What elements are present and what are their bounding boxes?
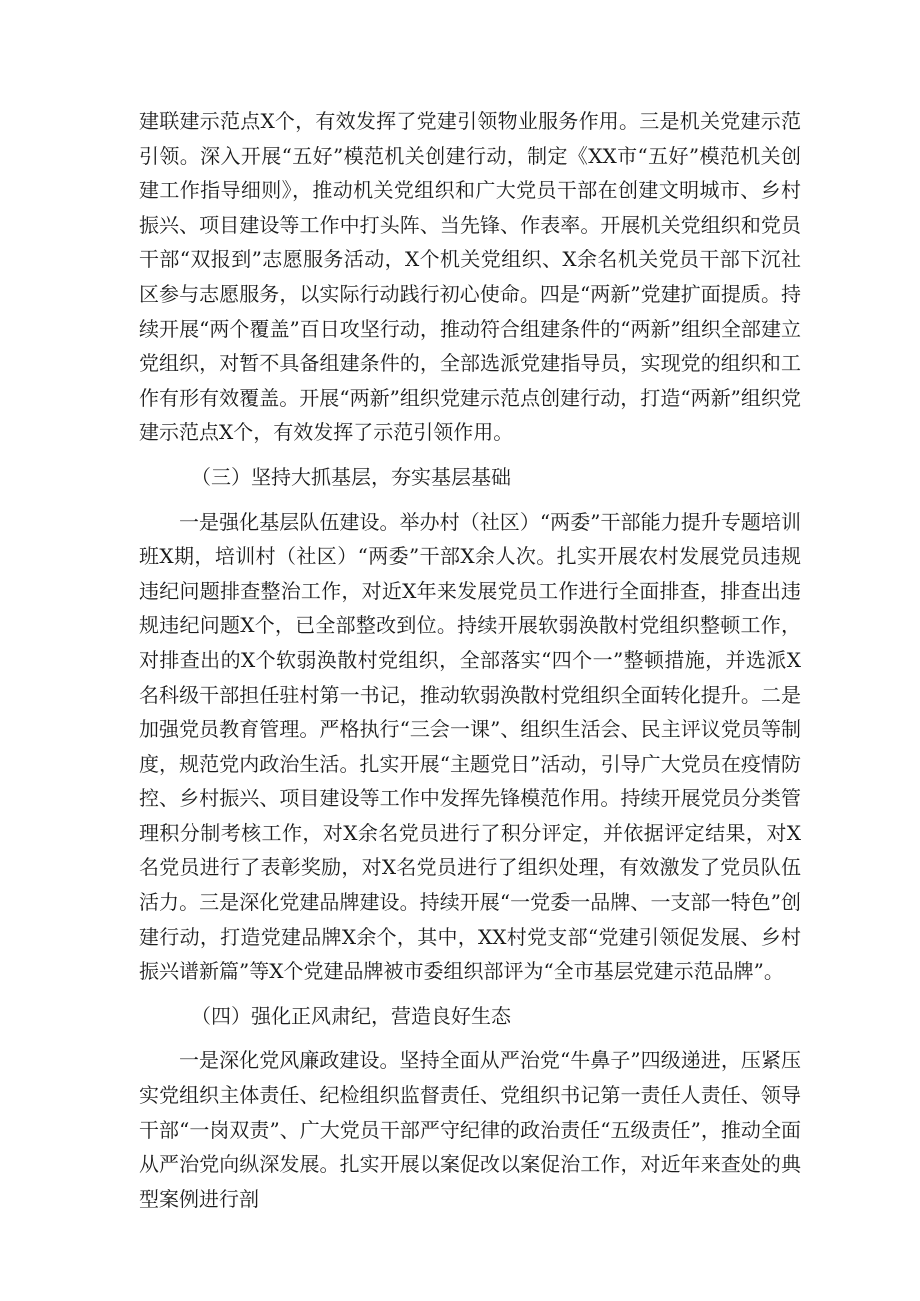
document-body	[139, 104, 801, 1216]
paragraph-section-3: 一是强化基层队伍建设。举办村（社区）“两委”干部能力提升专题培训班X期，培训村（社区）“两委”干部X余人次。扎实开展农村发展党员违规违纪问题排查整治工作，对近X年来发展党员工作进行全面排查，排查出违规违纪问题X个，已全部整改到位。持续开展软弱涣散村党组织整顿工作，对排查出的X个软弱涣散村党组织，全部落实“四个一”整顿措施，并选派X名科级干部担任驻村第一书记，推动软弱涣散村党组织全面转化提升。二是加强党员教育管理。严格执行“三会一课”、组织生活会、民主评议党员等制度，规范党内政治生活。扎实开展“主题党日”活动，引导广大党员在疫情防控、乡村振兴、项目建设等工作中发挥先锋模范作用。持续开展党员分类管理积分制考核工作，对X余名党员进行了积分评定，并依据评定结果，对X名党员进行了表彰奖励，对X名党员进行了组织处理，有效激发了党员队伍活力。三是深化党建品牌建设。持续开展“一党委一品牌、一支部一特色”创建行动，打造党建品牌X余个，其中，XX村党支部“党建引领促发展、乡村振兴谱新篇”等X个党建品牌被市委组织部评为“全市基层党建示范品牌”。	[139, 509, 801, 984]
section-heading-4: （四）强化正风肃纪，营造良好生态	[191, 1003, 511, 1028]
paragraph-section-4: 一是深化党风廉政建设。坚持全面从严治党“牛鼻子”四级递进，压紧压实党组织主体责任、纪检组织监督责任、党组织书记第一责任人责任、领导干部“一岗双责”、广大党员干部严守纪律的政治责任“五级责任”，推动全面从严治党向纵深发展。扎实开展以案促改以案促治工作，对近年来查处的典型案例进行剖	[139, 1048, 801, 1211]
paragraph-continuation: 建联建示范点X个，有效发挥了党建引领物业服务作用。三是机关党建示范引领。深入开展“五好”模范机关创建行动，制定《XX市“五好”模范机关创建工作指导细则》，推动机关党组织和广大党员干部在创建文明城市、乡村振兴、项目建设等工作中打头阵、当先锋、作表率。开展机关党组织和党员干部“双报到”志愿服务活动，X个机关党组织、X余名机关党员干部下沉社区参与志愿服务，以实际行动践行初心使命。四是“两新”党建扩面提质。持续开展“两个覆盖”百日攻坚行动，推动符合组建条件的“两新”组织全部建立党组织，对暂不具备组建条件的，全部选派党建指导员，实现党的组织和工作有形有效覆盖。开展“两新”组织党建示范点创建行动，打造“两新”组织党建示范点X个，有效发挥了示范引领作用。	[139, 109, 801, 445]
section-heading-3: （三）坚持大抓基层，夯实基层基础	[191, 464, 511, 489]
